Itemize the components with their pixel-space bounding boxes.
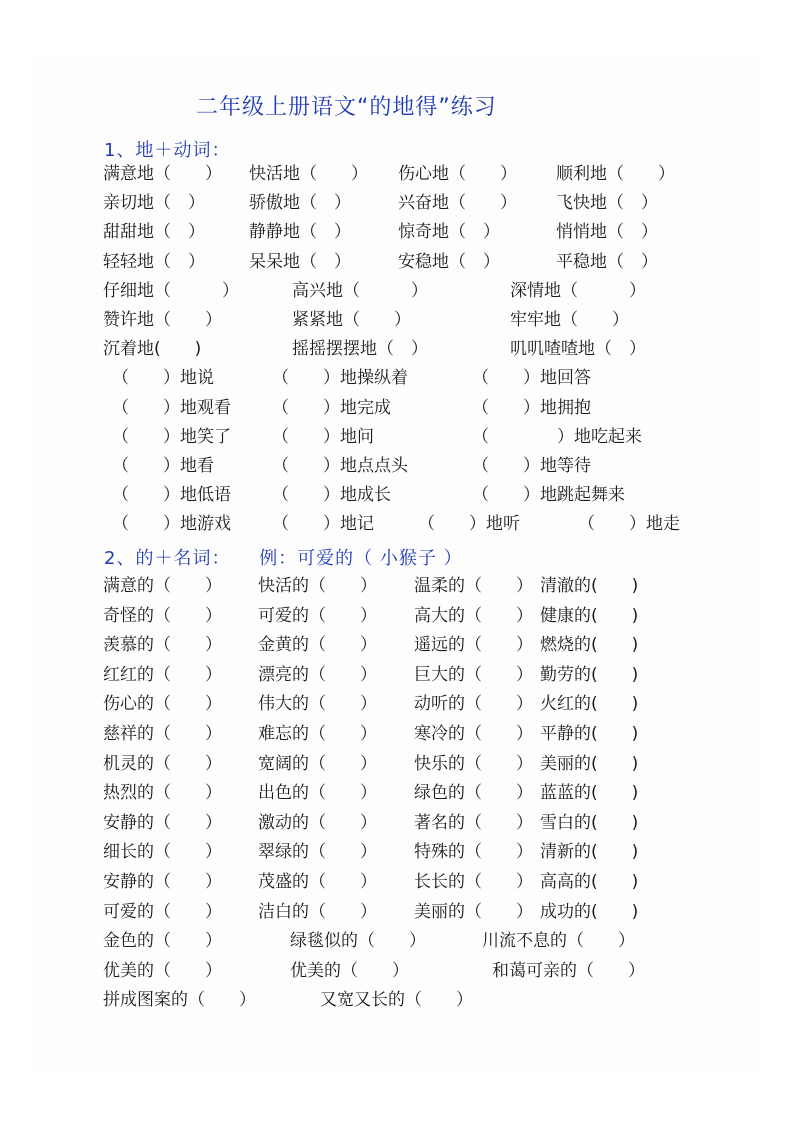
fill-in-item[interactable]: 健康的( ) [540, 605, 639, 626]
exercise-row [0, 868, 793, 897]
exercise-row [0, 779, 793, 808]
fill-in-item[interactable]: 安稳地（ ） [398, 251, 500, 272]
fill-in-item[interactable]: 静静地（ ） [249, 222, 351, 243]
fill-in-item[interactable]: 美丽的( ) [540, 753, 639, 774]
fill-in-item[interactable]: 美丽的（ ） [414, 901, 533, 922]
fill-in-item[interactable]: 伤心的（ ） [103, 694, 222, 715]
fill-in-item[interactable]: 优美的（ ） [103, 960, 222, 981]
exercise-row [0, 160, 793, 189]
fill-in-item[interactable]: 燃烧的( ) [540, 635, 639, 656]
exercise-row [0, 957, 793, 986]
fill-in-item[interactable]: 茂盛的（ ） [258, 872, 377, 892]
fill-in-item[interactable]: 悄悄地（ ） [556, 222, 658, 243]
fill-in-item[interactable]: 宽阔的（ ） [258, 753, 377, 774]
exercise-row [0, 510, 793, 539]
fill-in-item[interactable]: 高兴地（ ） [292, 280, 428, 301]
fill-in-item[interactable]: 深情地（ ） [510, 280, 646, 301]
exercise-row [0, 218, 793, 247]
fill-in-item[interactable]: 伟大的（ ） [258, 694, 377, 715]
fill-in-item[interactable]: 动听的（ ） [414, 694, 533, 715]
fill-in-item[interactable]: （ ）地点点头 [272, 456, 408, 476]
fill-in-item[interactable]: （ ）地跳起舞来 [472, 485, 625, 506]
fill-in-item[interactable]: （ ）地笑了 [112, 426, 231, 447]
exercise-row [0, 602, 793, 631]
worksheet-title: 二年级上册语文“的地得”练习 [196, 95, 497, 120]
fill-in-item[interactable]: 绿毯似的（ ） [290, 931, 426, 952]
exercise-row [0, 423, 793, 452]
fill-in-item[interactable]: （ ）地听 [418, 514, 520, 535]
fill-in-item[interactable]: 雪白的( ) [540, 812, 639, 833]
fill-in-item[interactable]: 惊奇地（ ） [398, 222, 500, 243]
exercise-row [0, 898, 793, 927]
fill-in-item[interactable]: 兴奋地（ ） [398, 193, 517, 214]
fill-in-item[interactable]: 清澈的( ) [540, 576, 639, 596]
exercise-row [0, 277, 793, 306]
fill-in-item[interactable]: 赞许地（ ） [103, 310, 222, 330]
fill-in-item[interactable]: 漂亮的（ ） [258, 664, 377, 685]
fill-in-item[interactable]: 红红的（ ） [103, 664, 222, 685]
fill-in-item[interactable]: 优美的（ ） [290, 960, 409, 981]
fill-in-item[interactable]: 勤劳的( ) [540, 664, 639, 685]
fill-in-item[interactable]: 快活的（ ） [258, 576, 377, 596]
exercise-row [0, 335, 793, 364]
fill-in-item[interactable]: 细长的（ ） [103, 842, 222, 863]
exercise-row [0, 631, 793, 660]
fill-in-item[interactable]: 骄傲地（ ） [249, 193, 351, 214]
fill-in-item[interactable]: 满意的（ ） [103, 576, 222, 596]
fill-in-item[interactable]: 顺利地（ ） [556, 164, 675, 184]
fill-in-item[interactable]: 川流不息的（ ） [482, 931, 635, 952]
fill-in-item[interactable]: 成功的( ) [540, 901, 639, 922]
exercise-row [0, 452, 793, 481]
fill-in-item[interactable]: 平静的( ) [540, 724, 639, 744]
fill-in-item[interactable]: 金黄的（ ） [258, 635, 377, 656]
fill-in-item[interactable]: 拼成图案的（ ） [103, 990, 256, 1011]
fill-in-item[interactable]: （ ）地记 [272, 514, 374, 535]
fill-in-item[interactable]: 温柔的（ ） [414, 576, 533, 596]
fill-in-item[interactable]: （ ）地看 [112, 456, 214, 476]
fill-in-item[interactable]: 快乐的（ ） [414, 753, 533, 774]
exercise-row [0, 306, 793, 335]
exercise-row [0, 661, 793, 690]
fill-in-item[interactable]: 巨大的（ ） [414, 664, 533, 685]
fill-in-item[interactable]: 羡慕的（ ） [103, 635, 222, 656]
fill-in-item[interactable]: （ ）地游戏 [112, 514, 231, 535]
exercise-row [0, 690, 793, 719]
fill-in-item[interactable]: 机灵的（ ） [103, 753, 222, 774]
fill-in-item[interactable]: （ ）地吃起来 [472, 426, 642, 447]
exercise-row [0, 720, 793, 749]
section2-heading: 2、的＋名词： [104, 548, 231, 569]
exercise-row [0, 394, 793, 423]
fill-in-item[interactable]: 飞快地（ ） [556, 193, 658, 214]
fill-in-item[interactable]: 甜甜地（ ） [103, 222, 205, 243]
fill-in-item[interactable]: 出色的（ ） [258, 783, 377, 804]
exercise-row [0, 809, 793, 838]
fill-in-item[interactable]: （ ）地拥抱 [472, 397, 591, 418]
fill-in-item[interactable]: 安静的（ ） [103, 872, 222, 892]
fill-in-item[interactable]: 慈祥的（ ） [103, 724, 222, 744]
fill-in-item[interactable]: 紧紧地（ ） [292, 310, 411, 330]
fill-in-item[interactable]: 火红的( ) [540, 694, 639, 715]
fill-in-item[interactable]: 蓝蓝的( ) [540, 783, 639, 804]
fill-in-item[interactable]: 著名的（ ） [414, 812, 533, 833]
exercise-row [0, 189, 793, 218]
fill-in-item[interactable]: 绿色的（ ） [414, 783, 533, 804]
fill-in-item[interactable]: 亲切地（ ） [103, 193, 205, 214]
fill-in-item[interactable]: 寒冷的（ ） [414, 724, 533, 744]
exercise-row [0, 481, 793, 510]
fill-in-item[interactable]: 可爱的（ ） [258, 605, 377, 626]
fill-in-item[interactable]: 清新的( ) [540, 842, 639, 863]
fill-in-item[interactable]: 平稳地（ ） [556, 251, 658, 272]
fill-in-item[interactable]: 遥远的（ ） [414, 635, 533, 656]
fill-in-item[interactable]: （ ）地完成 [272, 397, 391, 418]
exercise-row [0, 248, 793, 277]
fill-in-item[interactable]: （ ）地成长 [272, 485, 391, 506]
section2-heading-line [104, 544, 463, 570]
exercise-row [0, 572, 793, 601]
fill-in-item[interactable]: （ ）地走 [578, 514, 680, 535]
fill-in-item[interactable]: 沉着地( ) [103, 339, 202, 360]
section2-example: 例：可爱的（ 小猴子 ） [259, 548, 463, 569]
fill-in-item[interactable]: 轻轻地（ ） [103, 251, 205, 272]
fill-in-item[interactable]: 激动的（ ） [258, 812, 377, 833]
fill-in-item[interactable]: （ ）地回答 [472, 368, 591, 389]
fill-in-item[interactable]: 金色的（ ） [103, 931, 222, 952]
exercise-row [0, 364, 793, 393]
exercise-row [0, 750, 793, 779]
fill-in-item[interactable]: （ ）地操纵着 [272, 368, 408, 389]
fill-in-item[interactable]: 翠绿的（ ） [258, 842, 377, 863]
fill-in-item[interactable]: 又宽又长的（ ） [320, 990, 473, 1011]
fill-in-item[interactable]: 高高的( ) [540, 872, 639, 892]
fill-in-item[interactable]: 高大的（ ） [414, 605, 533, 626]
fill-in-item[interactable]: （ ）地低语 [112, 485, 231, 506]
exercise-row [0, 838, 793, 867]
fill-in-item[interactable]: 洁白的（ ） [258, 901, 377, 922]
fill-in-item[interactable]: 仔细地（ ） [103, 280, 239, 301]
fill-in-item[interactable]: （ ）地等待 [472, 456, 591, 476]
fill-in-item[interactable]: 和蔼可亲的（ ） [492, 960, 645, 981]
fill-in-item[interactable]: 热烈的（ ） [103, 783, 222, 804]
fill-in-item[interactable]: 可爱的（ ） [103, 901, 222, 922]
fill-in-item[interactable]: 呆呆地（ ） [249, 251, 351, 272]
fill-in-item[interactable]: （ ）地说 [112, 368, 214, 389]
fill-in-item[interactable]: 奇怪的（ ） [103, 605, 222, 626]
fill-in-item[interactable]: 摇摇摆摆地（ ） [292, 339, 428, 360]
fill-in-item[interactable]: 长长的（ ） [414, 872, 533, 892]
fill-in-item[interactable]: 难忘的（ ） [258, 724, 377, 744]
fill-in-item[interactable]: 特殊的（ ） [414, 842, 533, 863]
section1-heading: 1、地＋动词： [104, 140, 231, 161]
fill-in-item[interactable]: （ ）地观看 [112, 397, 231, 418]
fill-in-item[interactable]: 伤心地（ ） [398, 164, 517, 184]
exercise-row [0, 986, 793, 1015]
fill-in-item[interactable]: （ ）地问 [272, 426, 374, 447]
fill-in-item[interactable]: 快活地（ ） [249, 164, 368, 184]
fill-in-item[interactable]: 叽叽喳喳地（ ） [510, 339, 646, 360]
fill-in-item[interactable]: 满意地（ ） [103, 164, 222, 184]
fill-in-item[interactable]: 牢牢地（ ） [510, 310, 629, 330]
fill-in-item[interactable]: 安静的（ ） [103, 812, 222, 833]
exercise-row [0, 927, 793, 956]
